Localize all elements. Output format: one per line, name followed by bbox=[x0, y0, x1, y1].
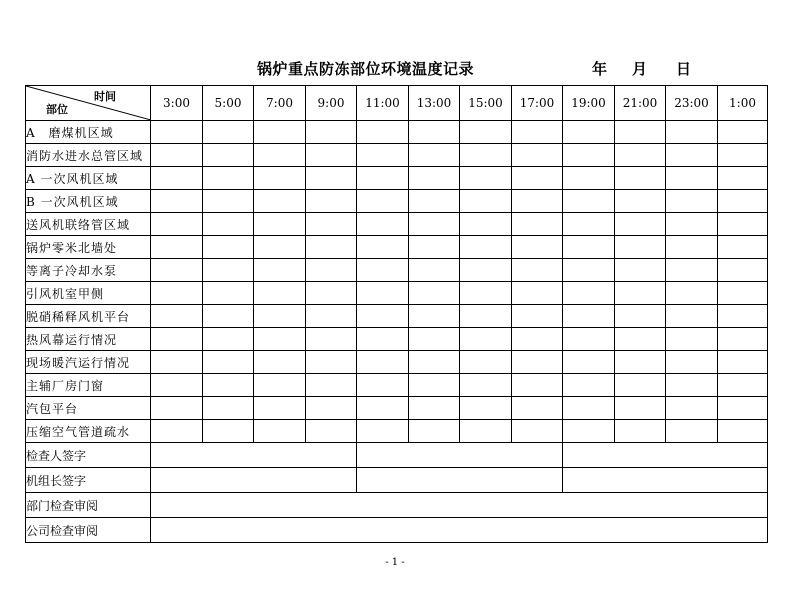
temperature-entry-cell[interactable] bbox=[203, 213, 254, 236]
temperature-entry-cell[interactable] bbox=[512, 167, 563, 190]
temperature-entry-cell[interactable] bbox=[460, 213, 512, 236]
temperature-entry-cell[interactable] bbox=[615, 351, 666, 374]
signature-field[interactable] bbox=[563, 443, 768, 468]
temperature-entry-cell[interactable] bbox=[254, 420, 306, 443]
temperature-entry-cell[interactable] bbox=[615, 374, 666, 397]
location-row bbox=[26, 397, 768, 420]
temperature-entry-cell[interactable] bbox=[203, 167, 254, 190]
temperature-entry-cell[interactable] bbox=[512, 236, 563, 259]
location-row bbox=[26, 167, 768, 190]
time-header-cell: 15:00 bbox=[460, 86, 512, 121]
time-header-cell: 7:00 bbox=[254, 86, 306, 121]
temperature-entry-cell[interactable] bbox=[615, 121, 666, 144]
temperature-entry-cell[interactable] bbox=[512, 144, 563, 167]
location-row bbox=[26, 420, 768, 443]
location-row bbox=[26, 351, 768, 374]
temperature-entry-cell[interactable] bbox=[512, 305, 563, 328]
temperature-entry-cell[interactable] bbox=[151, 121, 203, 144]
temperature-entry-cell[interactable] bbox=[203, 121, 254, 144]
temperature-entry-cell[interactable] bbox=[718, 305, 768, 328]
temperature-entry-cell[interactable] bbox=[563, 328, 615, 351]
temperature-entry-cell[interactable] bbox=[615, 328, 666, 351]
time-header-cell: 21:00 bbox=[615, 86, 666, 121]
diagonal-line bbox=[26, 86, 151, 120]
temperature-entry-cell[interactable] bbox=[563, 236, 615, 259]
review-field[interactable] bbox=[151, 518, 768, 543]
temperature-entry-cell[interactable] bbox=[254, 397, 306, 420]
temperature-entry-cell[interactable] bbox=[512, 420, 563, 443]
temperature-entry-cell[interactable] bbox=[409, 236, 460, 259]
location-label: 热风幕运行情况 bbox=[26, 328, 151, 351]
temperature-entry-cell[interactable] bbox=[718, 351, 768, 374]
temperature-entry-cell[interactable] bbox=[357, 190, 409, 213]
temperature-entry-cell[interactable] bbox=[718, 328, 768, 351]
temperature-entry-cell[interactable] bbox=[615, 305, 666, 328]
temperature-entry-cell[interactable] bbox=[409, 305, 460, 328]
temperature-entry-cell[interactable] bbox=[666, 213, 718, 236]
location-label: 等离子冷却水泵 bbox=[26, 259, 151, 282]
temperature-entry-cell[interactable] bbox=[203, 259, 254, 282]
temperature-entry-cell[interactable] bbox=[666, 420, 718, 443]
temperature-entry-cell[interactable] bbox=[666, 397, 718, 420]
location-label: 送风机联络管区域 bbox=[26, 213, 151, 236]
temperature-entry-cell[interactable] bbox=[512, 351, 563, 374]
temperature-entry-cell[interactable] bbox=[151, 167, 203, 190]
temperature-entry-cell[interactable] bbox=[357, 374, 409, 397]
unit-leader-signature-label: 机组长签字 bbox=[26, 468, 151, 493]
temperature-entry-cell[interactable] bbox=[151, 282, 203, 305]
temperature-entry-cell[interactable] bbox=[460, 236, 512, 259]
temperature-entry-cell[interactable] bbox=[306, 259, 357, 282]
temperature-entry-cell[interactable] bbox=[718, 121, 768, 144]
temperature-entry-cell[interactable] bbox=[151, 374, 203, 397]
signature-row bbox=[26, 443, 768, 468]
temperature-entry-cell[interactable] bbox=[203, 374, 254, 397]
location-row bbox=[26, 282, 768, 305]
temperature-entry-cell[interactable] bbox=[666, 144, 718, 167]
document-header bbox=[0, 58, 790, 80]
time-header-cell: 3:00 bbox=[151, 86, 203, 121]
temperature-entry-cell[interactable] bbox=[563, 121, 615, 144]
temperature-entry-cell[interactable] bbox=[718, 374, 768, 397]
temperature-entry-cell[interactable] bbox=[563, 305, 615, 328]
location-row bbox=[26, 213, 768, 236]
temperature-entry-cell[interactable] bbox=[151, 420, 203, 443]
location-row bbox=[26, 328, 768, 351]
temperature-entry-cell[interactable] bbox=[254, 167, 306, 190]
temperature-entry-cell[interactable] bbox=[254, 236, 306, 259]
temperature-entry-cell[interactable] bbox=[460, 167, 512, 190]
temperature-entry-cell[interactable] bbox=[563, 213, 615, 236]
time-header-cell: 17:00 bbox=[512, 86, 563, 121]
temperature-entry-cell[interactable] bbox=[357, 397, 409, 420]
temperature-entry-cell[interactable] bbox=[203, 282, 254, 305]
location-row bbox=[26, 144, 768, 167]
temperature-entry-cell[interactable] bbox=[460, 374, 512, 397]
temperature-entry-cell[interactable] bbox=[306, 167, 357, 190]
temperature-entry-cell[interactable] bbox=[460, 305, 512, 328]
temperature-entry-cell[interactable] bbox=[151, 213, 203, 236]
review-field[interactable] bbox=[151, 493, 768, 518]
document-title: 锅炉重点防冻部位环境温度记录 bbox=[257, 60, 475, 78]
temperature-entry-cell[interactable] bbox=[563, 190, 615, 213]
location-label: 引风机室甲侧 bbox=[26, 282, 151, 305]
temperature-entry-cell[interactable] bbox=[409, 420, 460, 443]
temperature-entry-cell[interactable] bbox=[357, 121, 409, 144]
temperature-entry-cell[interactable] bbox=[460, 190, 512, 213]
location-label: 锅炉零米北墙处 bbox=[26, 236, 151, 259]
temperature-entry-cell[interactable] bbox=[254, 351, 306, 374]
temperature-entry-cell[interactable] bbox=[615, 144, 666, 167]
temperature-entry-cell[interactable] bbox=[203, 144, 254, 167]
temperature-entry-cell[interactable] bbox=[254, 121, 306, 144]
temperature-entry-cell[interactable] bbox=[666, 328, 718, 351]
temperature-entry-cell[interactable] bbox=[563, 351, 615, 374]
temperature-entry-cell[interactable] bbox=[409, 328, 460, 351]
location-label: B 一次风机区域 bbox=[26, 190, 151, 213]
temperature-entry-cell[interactable] bbox=[306, 282, 357, 305]
temperature-entry-cell[interactable] bbox=[615, 190, 666, 213]
temperature-entry-cell[interactable] bbox=[203, 190, 254, 213]
corner-location-label: 部位 bbox=[46, 103, 68, 116]
temperature-entry-cell[interactable] bbox=[409, 351, 460, 374]
temperature-entry-cell[interactable] bbox=[718, 167, 768, 190]
time-header-cell: 11:00 bbox=[357, 86, 409, 121]
review-row bbox=[26, 518, 768, 543]
temperature-record-table bbox=[25, 85, 768, 543]
temperature-entry-cell[interactable] bbox=[563, 374, 615, 397]
temperature-entry-cell[interactable] bbox=[666, 190, 718, 213]
temperature-entry-cell[interactable] bbox=[563, 167, 615, 190]
temperature-entry-cell[interactable] bbox=[306, 236, 357, 259]
temperature-entry-cell[interactable] bbox=[666, 305, 718, 328]
temperature-entry-cell[interactable] bbox=[512, 213, 563, 236]
temperature-entry-cell[interactable] bbox=[460, 259, 512, 282]
temperature-entry-cell[interactable] bbox=[409, 121, 460, 144]
dept-review-label: 部门检查审阅 bbox=[26, 493, 151, 518]
temperature-entry-cell[interactable] bbox=[460, 420, 512, 443]
signature-field[interactable] bbox=[563, 468, 768, 493]
temperature-entry-cell[interactable] bbox=[563, 282, 615, 305]
temperature-entry-cell[interactable] bbox=[357, 213, 409, 236]
temperature-entry-cell[interactable] bbox=[306, 305, 357, 328]
location-row bbox=[26, 374, 768, 397]
temperature-entry-cell[interactable] bbox=[409, 144, 460, 167]
temperature-entry-cell[interactable] bbox=[254, 144, 306, 167]
temperature-entry-cell[interactable] bbox=[151, 305, 203, 328]
temperature-entry-cell[interactable] bbox=[718, 420, 768, 443]
time-header-cell: 9:00 bbox=[306, 86, 357, 121]
year-label: 年 bbox=[592, 60, 608, 78]
location-row bbox=[26, 305, 768, 328]
temperature-entry-cell[interactable] bbox=[306, 420, 357, 443]
temperature-entry-cell[interactable] bbox=[357, 144, 409, 167]
temperature-entry-cell[interactable] bbox=[409, 213, 460, 236]
temperature-entry-cell[interactable] bbox=[666, 167, 718, 190]
temperature-entry-cell[interactable] bbox=[254, 213, 306, 236]
temperature-entry-cell[interactable] bbox=[254, 259, 306, 282]
temperature-entry-cell[interactable] bbox=[357, 236, 409, 259]
temperature-entry-cell[interactable] bbox=[666, 236, 718, 259]
temperature-entry-cell[interactable] bbox=[151, 190, 203, 213]
inspector-signature-label: 检查人签字 bbox=[26, 443, 151, 468]
location-label: 脱硝稀释风机平台 bbox=[26, 305, 151, 328]
temperature-entry-cell[interactable] bbox=[357, 305, 409, 328]
temperature-entry-cell[interactable] bbox=[151, 351, 203, 374]
temperature-entry-cell[interactable] bbox=[203, 328, 254, 351]
temperature-entry-cell[interactable] bbox=[357, 282, 409, 305]
location-label: 压缩空气管道疏水 bbox=[26, 420, 151, 443]
location-label: 现场暖汽运行情况 bbox=[26, 351, 151, 374]
time-header-cell: 1:00 bbox=[718, 86, 768, 121]
temperature-entry-cell[interactable] bbox=[460, 121, 512, 144]
temperature-entry-cell[interactable] bbox=[718, 282, 768, 305]
temperature-entry-cell[interactable] bbox=[409, 282, 460, 305]
temperature-entry-cell[interactable] bbox=[563, 259, 615, 282]
temperature-entry-cell[interactable] bbox=[460, 351, 512, 374]
location-label: 消防水进水总管区域 bbox=[26, 144, 151, 167]
temperature-entry-cell[interactable] bbox=[203, 420, 254, 443]
header-row bbox=[26, 86, 768, 121]
location-label: 汽包平台 bbox=[26, 397, 151, 420]
temperature-entry-cell[interactable] bbox=[718, 259, 768, 282]
temperature-entry-cell[interactable] bbox=[306, 328, 357, 351]
temperature-entry-cell[interactable] bbox=[615, 420, 666, 443]
temperature-entry-cell[interactable] bbox=[666, 121, 718, 144]
corner-header-cell bbox=[26, 86, 151, 121]
temperature-entry-cell[interactable] bbox=[306, 190, 357, 213]
temperature-entry-cell[interactable] bbox=[563, 420, 615, 443]
temperature-entry-cell[interactable] bbox=[718, 213, 768, 236]
page-number: - 1 - bbox=[385, 557, 405, 568]
signature-field[interactable] bbox=[151, 468, 357, 493]
temperature-entry-cell[interactable] bbox=[718, 144, 768, 167]
temperature-entry-cell[interactable] bbox=[409, 397, 460, 420]
temperature-entry-cell[interactable] bbox=[615, 167, 666, 190]
temperature-entry-cell[interactable] bbox=[357, 328, 409, 351]
temperature-entry-cell[interactable] bbox=[460, 397, 512, 420]
temperature-entry-cell[interactable] bbox=[357, 351, 409, 374]
temperature-entry-cell[interactable] bbox=[666, 351, 718, 374]
temperature-entry-cell[interactable] bbox=[306, 144, 357, 167]
signature-row bbox=[26, 468, 768, 493]
temperature-entry-cell[interactable] bbox=[151, 236, 203, 259]
temperature-entry-cell[interactable] bbox=[563, 144, 615, 167]
day-label: 日 bbox=[676, 60, 692, 78]
signature-field[interactable] bbox=[357, 443, 563, 468]
location-row bbox=[26, 121, 768, 144]
temperature-entry-cell[interactable] bbox=[151, 259, 203, 282]
temperature-entry-cell[interactable] bbox=[615, 236, 666, 259]
temperature-entry-cell[interactable] bbox=[512, 282, 563, 305]
location-row bbox=[26, 259, 768, 282]
temperature-entry-cell[interactable] bbox=[306, 213, 357, 236]
temperature-entry-cell[interactable] bbox=[409, 190, 460, 213]
time-header-cell: 13:00 bbox=[409, 86, 460, 121]
signature-field[interactable] bbox=[357, 468, 563, 493]
location-row bbox=[26, 190, 768, 213]
temperature-entry-cell[interactable] bbox=[512, 121, 563, 144]
temperature-entry-cell[interactable] bbox=[512, 374, 563, 397]
temperature-entry-cell[interactable] bbox=[254, 190, 306, 213]
company-review-label: 公司检查审阅 bbox=[26, 518, 151, 543]
temperature-entry-cell[interactable] bbox=[460, 144, 512, 167]
temperature-entry-cell[interactable] bbox=[512, 190, 563, 213]
review-row bbox=[26, 493, 768, 518]
temperature-entry-cell[interactable] bbox=[718, 397, 768, 420]
temperature-entry-cell[interactable] bbox=[203, 236, 254, 259]
corner-time-label: 时间 bbox=[94, 90, 116, 103]
temperature-entry-cell[interactable] bbox=[151, 397, 203, 420]
temperature-entry-cell[interactable] bbox=[409, 259, 460, 282]
temperature-entry-cell[interactable] bbox=[203, 351, 254, 374]
temperature-entry-cell[interactable] bbox=[666, 282, 718, 305]
temperature-entry-cell[interactable] bbox=[151, 328, 203, 351]
temperature-entry-cell[interactable] bbox=[357, 167, 409, 190]
location-label: A 磨煤机区域 bbox=[26, 121, 151, 144]
temperature-entry-cell[interactable] bbox=[306, 351, 357, 374]
temperature-entry-cell[interactable] bbox=[666, 374, 718, 397]
temperature-entry-cell[interactable] bbox=[666, 259, 718, 282]
temperature-entry-cell[interactable] bbox=[512, 259, 563, 282]
temperature-entry-cell[interactable] bbox=[615, 213, 666, 236]
temperature-entry-cell[interactable] bbox=[718, 190, 768, 213]
temperature-entry-cell[interactable] bbox=[254, 328, 306, 351]
signature-field[interactable] bbox=[151, 443, 357, 468]
temperature-entry-cell[interactable] bbox=[460, 282, 512, 305]
temperature-entry-cell[interactable] bbox=[563, 397, 615, 420]
temperature-entry-cell[interactable] bbox=[615, 282, 666, 305]
temperature-entry-cell[interactable] bbox=[151, 144, 203, 167]
time-header-cell: 23:00 bbox=[666, 86, 718, 121]
temperature-entry-cell[interactable] bbox=[254, 374, 306, 397]
temperature-entry-cell[interactable] bbox=[306, 397, 357, 420]
temperature-entry-cell[interactable] bbox=[306, 374, 357, 397]
temperature-entry-cell[interactable] bbox=[203, 397, 254, 420]
temperature-entry-cell[interactable] bbox=[203, 305, 254, 328]
temperature-entry-cell[interactable] bbox=[254, 305, 306, 328]
time-header-cell: 5:00 bbox=[203, 86, 254, 121]
temperature-entry-cell[interactable] bbox=[512, 328, 563, 351]
temperature-entry-cell[interactable] bbox=[357, 259, 409, 282]
time-header-cell: 19:00 bbox=[563, 86, 615, 121]
temperature-entry-cell[interactable] bbox=[460, 328, 512, 351]
temperature-entry-cell[interactable] bbox=[409, 167, 460, 190]
temperature-entry-cell[interactable] bbox=[615, 397, 666, 420]
temperature-entry-cell[interactable] bbox=[512, 397, 563, 420]
temperature-entry-cell[interactable] bbox=[615, 259, 666, 282]
temperature-entry-cell[interactable] bbox=[254, 282, 306, 305]
location-label: A 一次风机区域 bbox=[26, 167, 151, 190]
temperature-entry-cell[interactable] bbox=[718, 236, 768, 259]
location-label: 主辅厂房门窗 bbox=[26, 374, 151, 397]
temperature-entry-cell[interactable] bbox=[357, 420, 409, 443]
location-row bbox=[26, 236, 768, 259]
temperature-entry-cell[interactable] bbox=[409, 374, 460, 397]
temperature-entry-cell[interactable] bbox=[306, 121, 357, 144]
month-label: 月 bbox=[632, 60, 648, 78]
